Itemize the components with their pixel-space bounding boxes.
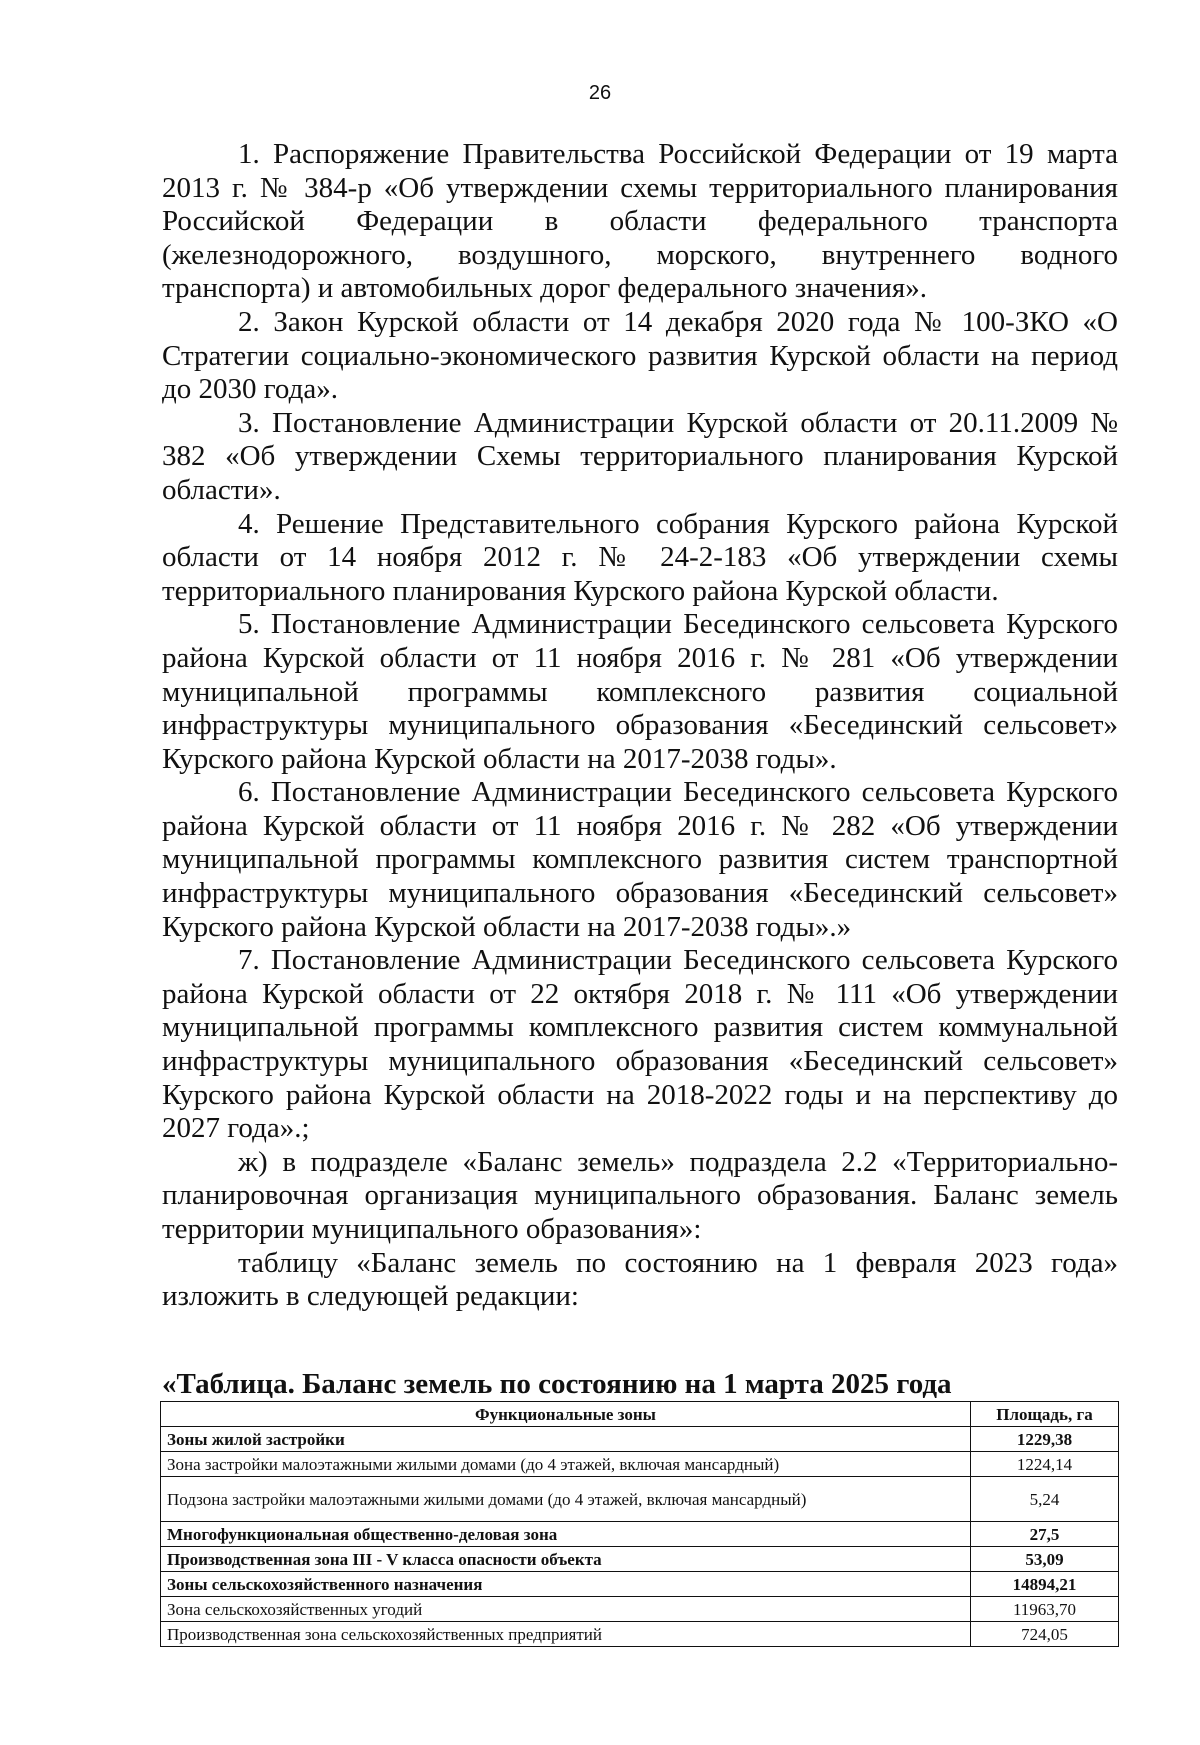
paragraph-2: 2. Закон Курской области от 14 декабря 2020 года № 100-ЗКО «О Стратегии социально-экономического развития Курской области на период до 2030 года».: [162, 305, 1118, 406]
document-body: [162, 138, 1118, 1314]
table-row: [161, 1477, 1119, 1522]
table-row: [161, 1572, 1119, 1597]
zone-cell: Производственная зона III - V класса опасности объекта: [161, 1547, 971, 1572]
zone-cell: Производственная зона сельскохозяйственных предприятий: [161, 1622, 971, 1647]
paragraph-table-instruction: таблицу «Баланс земель по состоянию на 1 февраля 2023 года» изложить в следующей редакции:: [162, 1246, 1118, 1313]
table-row: [161, 1547, 1119, 1572]
paragraph-5: 5. Постановление Администрации Бесединского сельсовета Курского района Курской области от 11 ноября 2016 г. № 281 «Об утверждении муниципальной программы комплексного развития социальной инфраструктуры муниципального образования «Бесединский сельсовет» Курского района Курской области на 2017-2038 годы».: [162, 608, 1118, 775]
table-header-row: [161, 1402, 1119, 1427]
table-row: [161, 1452, 1119, 1477]
zone-cell: Многофункциональная общественно-деловая зона: [161, 1522, 971, 1547]
zone-cell: Зона сельскохозяйственных угодий: [161, 1597, 971, 1622]
paragraph-6: 6. Постановление Администрации Бесединского сельсовета Курского района Курской области от 11 ноября 2016 г. № 282 «Об утверждении муниципальной программы комплексного развития систем транспортной инфраструктуры муниципального образования «Бесединский сельсовет» Курского района Курской области на 2017-2038 годы».»: [162, 776, 1118, 943]
table-caption: «Таблица. Баланс земель по состоянию на 1 марта 2025 года: [162, 1368, 952, 1400]
area-cell: 27,5: [971, 1522, 1119, 1547]
area-cell: 1224,14: [971, 1452, 1119, 1477]
zone-cell: Зона застройки малоэтажными жилыми домами (до 4 этажей, включая мансардный): [161, 1452, 971, 1477]
paragraph-7: 7. Постановление Администрации Бесединского сельсовета Курского района Курской области от 22 октября 2018 г. № 111 «Об утверждении муниципальной программы комплексного развития систем коммунальной инфраструктуры муниципального образования «Бесединский сельсовет» Курского района Курской области на 2018-2022 годы и на перспективу до 2027 года».;: [162, 944, 1118, 1145]
table-row: [161, 1597, 1119, 1622]
header-zones: Функциональные зоны: [161, 1402, 971, 1427]
table-row: [161, 1427, 1119, 1452]
land-balance-table: [160, 1401, 1119, 1647]
area-cell: 1229,38: [971, 1427, 1119, 1452]
paragraph-1: 1. Распоряжение Правительства Российской Федерации от 19 марта 2013 г. № 384-р «Об утверждении схемы территориального планирования Российской Федерации в области федерального транспорта (железнодорожного, воздушного, морского, внутреннего водного транспорта) и автомобильных дорог федерального значения».: [162, 138, 1118, 305]
paragraph-4: 4. Решение Представительного собрания Курского района Курской области от 14 ноября 2012 г. № 24-2-183 «Об утверждении схемы территориального планирования Курского района Курской области.: [162, 507, 1118, 607]
area-cell: 53,09: [971, 1547, 1119, 1572]
area-cell: 724,05: [971, 1622, 1119, 1647]
zone-cell: Зоны сельскохозяйственного назначения: [161, 1572, 971, 1597]
area-cell: 14894,21: [971, 1572, 1119, 1597]
table-row: [161, 1522, 1119, 1547]
table-row: [161, 1622, 1119, 1647]
paragraph-amendment: ж) в подразделе «Баланс земель» подраздела 2.2 «Территориально-планировочная организация муниципального образования. Баланс земель территории муниципального образования»:: [162, 1145, 1118, 1245]
zone-cell: Зоны жилой застройки: [161, 1427, 971, 1452]
area-cell: 5,24: [971, 1477, 1119, 1522]
page-number: 26: [588, 82, 612, 104]
paragraph-3: 3. Постановление Администрации Курской области от 20.11.2009 № 382 «Об утверждении Схемы территориального планирования Курской области».: [162, 406, 1118, 506]
header-area: Площадь, га: [971, 1402, 1119, 1427]
zone-cell: Подзона застройки малоэтажными жилыми домами (до 4 этажей, включая мансардный): [161, 1477, 971, 1522]
area-cell: 11963,70: [971, 1597, 1119, 1622]
